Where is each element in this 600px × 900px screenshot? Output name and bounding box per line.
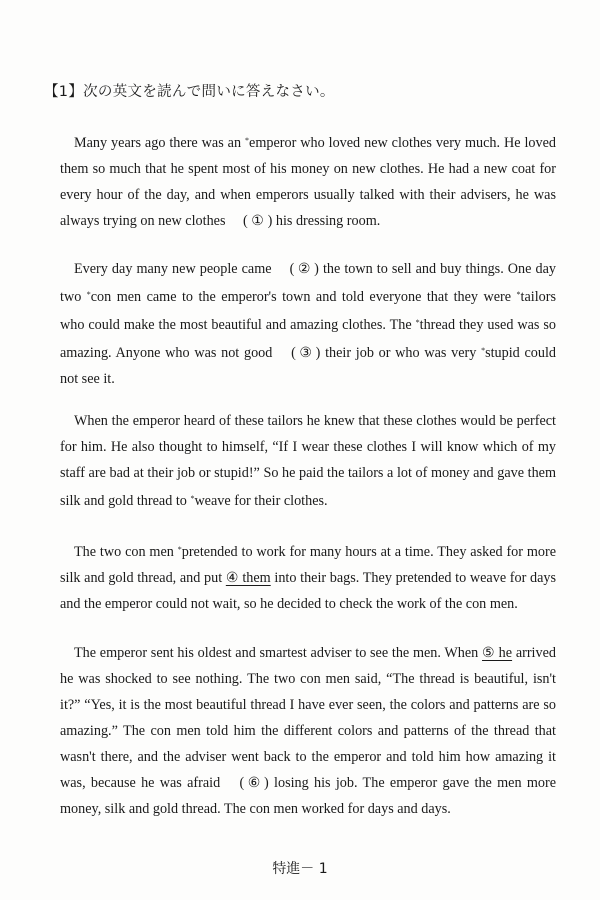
footnote-marker: * — [516, 290, 521, 299]
paragraph-5 — [60, 640, 556, 822]
blank-6: ( ⑥ ) — [239, 775, 269, 791]
footnote-marker: * — [86, 290, 91, 299]
paragraph-1 — [60, 128, 556, 234]
footnote-marker: * — [190, 494, 195, 503]
blank-2: ( ② ) — [289, 261, 319, 277]
blank-3: ( ③ ) — [291, 345, 321, 361]
text-segment: the town to sell and buy things. One day two — [60, 261, 556, 305]
footnote-marker: * — [245, 136, 250, 145]
text-segment: tailors who could make the most beautiful and amazing clothes. The — [60, 289, 556, 333]
question-heading: 【1】次の英文を読んで問いに答えなさい。 — [44, 84, 335, 100]
text-segment: pretended to work for many hours at a time. They asked for more silk and gold thread, and put — [60, 544, 557, 586]
text-segment: When the emperor heard of these tailors he knew that these clothes would be perfect for him. He also thought to himself, “If I wear these clothes I will know which of my staff are bad at their job or stupid!” So he paid the tailors a lot of money and gave them silk and gold thread to — [60, 413, 556, 509]
text-segment: thread they used was so amazing. Anyone who was not good — [60, 317, 556, 361]
underlined-target-4: ④ them — [225, 570, 271, 586]
text-segment: The emperor sent his oldest and smartest adviser to see the men. When — [74, 645, 483, 661]
text-segment: con men came to the emperor's town and told everyone that they were — [90, 289, 517, 305]
text-segment: Every day many new people came — [74, 261, 276, 277]
text-segment: stupid could not see it. — [60, 345, 556, 387]
text-segment: losing his job. The emperor gave the men more money, silk and gold thread. The con men worked for days and days. — [60, 775, 556, 817]
text-segment: Many years ago there was an — [74, 135, 246, 151]
footnote-marker: * — [177, 545, 182, 554]
blank-1: ( ① ) — [243, 213, 273, 229]
paragraph-3 — [60, 408, 556, 514]
text-segment: weave for their clothes. — [194, 493, 328, 509]
paragraph-2 — [60, 256, 556, 392]
text-segment: into their bags. They pretended to weave for days and the emperor could not wait, so he decided to check the work of the con men. — [60, 570, 556, 612]
footnote-marker: * — [415, 318, 420, 327]
underlined-target-5: ⑤ he — [482, 645, 513, 661]
text-segment: emperor who loved new clothes very much. He loved them so much that he spent most of his money on new clothes. He had a new coat for every hour of the day, and when emperors usually talked with their advisers, he was always trying on new clothes — [60, 135, 557, 229]
paragraph-4 — [60, 537, 556, 617]
text-segment: his dressing room. — [272, 213, 381, 229]
page-footer: 特進－ 1 — [272, 861, 328, 877]
text-segment: The two con men — [74, 544, 178, 560]
text-segment: their job or who was very — [320, 345, 482, 361]
footnote-marker: * — [481, 346, 486, 355]
text-segment: arrived he was shocked to see nothing. The two con men said, “The thread is beautiful, isn't it?” “Yes, it is the most beautiful thread I have ever seen, the colors and patterns are so amazing.” The con men told him the different colors and patterns of the thread that wasn't there, and the adviser went back to the emperor and told him how amazing it was, because he was afraid — [60, 645, 556, 791]
